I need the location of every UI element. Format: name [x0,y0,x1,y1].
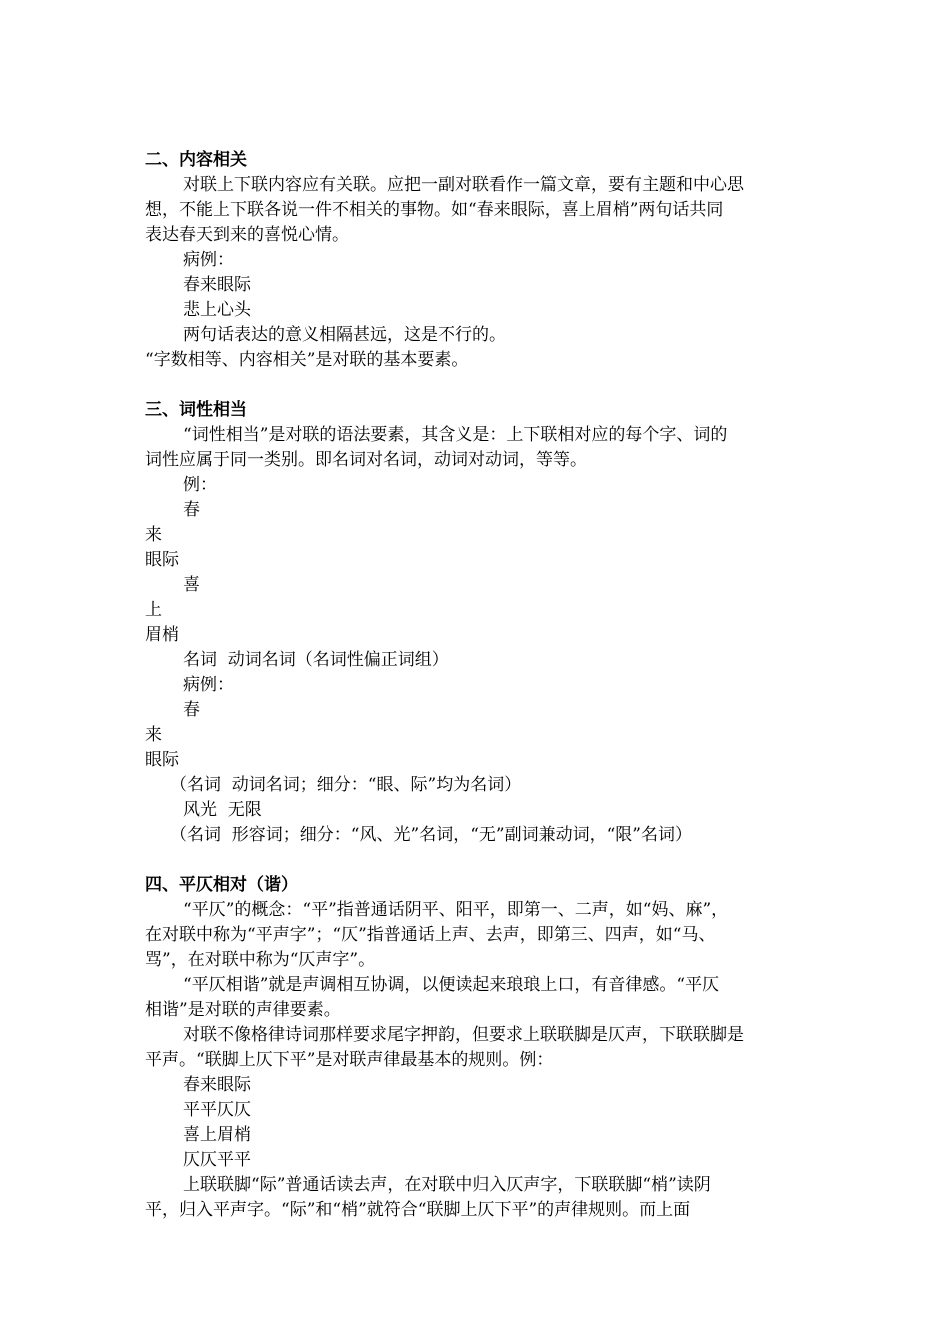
paragraph-line: 病例： [183,250,234,270]
paragraph-line: 对联不像格律诗词那样要求尾字押韵，但要求上联联脚是仄声，下联联脚是 [183,1025,744,1045]
paragraph-line: 来 [145,525,162,545]
paragraph-line: 喜 [183,575,200,595]
paragraph-line: （名词 动词名词；细分：“眼、际”均为名词） [170,775,522,795]
paragraph-line: 词性应属于同一类别。即名词对名词，动词对动词，等等。 [145,450,587,470]
paragraph-line: 春来眼际 [183,275,251,295]
paragraph-line: 在对联中称为“平声字”；“仄”指普通话上声、去声，即第三、四声，如“马、 [145,925,716,945]
paragraph-line: 眼际 [145,550,179,570]
paragraph-line: 名词 动词名词（名词性偏正词组） [183,650,449,670]
paragraph-line: （名词 形容词；细分：“风、光”名词，“无”副词兼动词，“限”名词） [170,825,692,845]
paragraph-line: 平声。“联脚上仄下平”是对联声律最基本的规则。例： [145,1050,554,1070]
paragraph-line: 春来眼际 [183,1075,251,1095]
paragraph-line: 平，归入平声字。“际”和“梢”就符合“联脚上仄下平”的声律规则。而上面 [145,1200,691,1220]
paragraph-line: 平平仄仄 [183,1100,251,1120]
paragraph-line: “词性相当”是对联的语法要素，其含义是：上下联相对应的每个字、词的 [183,425,728,445]
paragraph-line: “平仄”的概念：“平”指普通话阴平、阳平，即第一、二声，如“妈、麻”， [183,900,729,920]
paragraph-line: 风光 无限 [183,800,262,820]
paragraph-line: 对联上下联内容应有关联。应把一副对联看作一篇文章，要有主题和中心思 [183,175,744,195]
paragraph-line: 上联联脚“际”普通话读去声，在对联中归入仄声字，下联联脚“梢”读阴 [183,1175,711,1195]
paragraph-line: 想，不能上下联各说一件不相关的事物。如“春来眼际，喜上眉梢”两句话共同 [145,200,724,220]
paragraph-line: “字数相等、内容相关”是对联的基本要素。 [145,350,469,370]
paragraph-line: 例： [183,475,217,495]
section-heading: 二、内容相关 [145,150,247,170]
paragraph-line: 眼际 [145,750,179,770]
paragraph-line: 悲上心头 [183,300,251,320]
paragraph-line: 来 [145,725,162,745]
paragraph-line: 病例： [183,675,234,695]
paragraph-line: 骂”，在对联中称为“仄声字”。 [145,950,376,970]
paragraph-line: 两句话表达的意义相隔甚远，这是不行的。 [183,325,506,345]
section-heading: 三、词性相当 [145,400,247,420]
paragraph-line: 春 [183,500,200,520]
section-heading: 四、平仄相对（谐） [145,875,298,895]
paragraph-line: 上 [145,600,162,620]
paragraph-line: 相谐”是对联的声律要素。 [145,1000,341,1020]
paragraph-line: 仄仄平平 [183,1150,251,1170]
paragraph-line: 喜上眉梢 [183,1125,251,1145]
paragraph-line: 表达春天到来的喜悦心情。 [145,225,349,245]
paragraph-line: 春 [183,700,200,720]
paragraph-line: “平仄相谐”就是声调相互协调，以便读起来琅琅上口，有音律感。“平仄 [183,975,720,995]
paragraph-line: 眉梢 [145,625,179,645]
